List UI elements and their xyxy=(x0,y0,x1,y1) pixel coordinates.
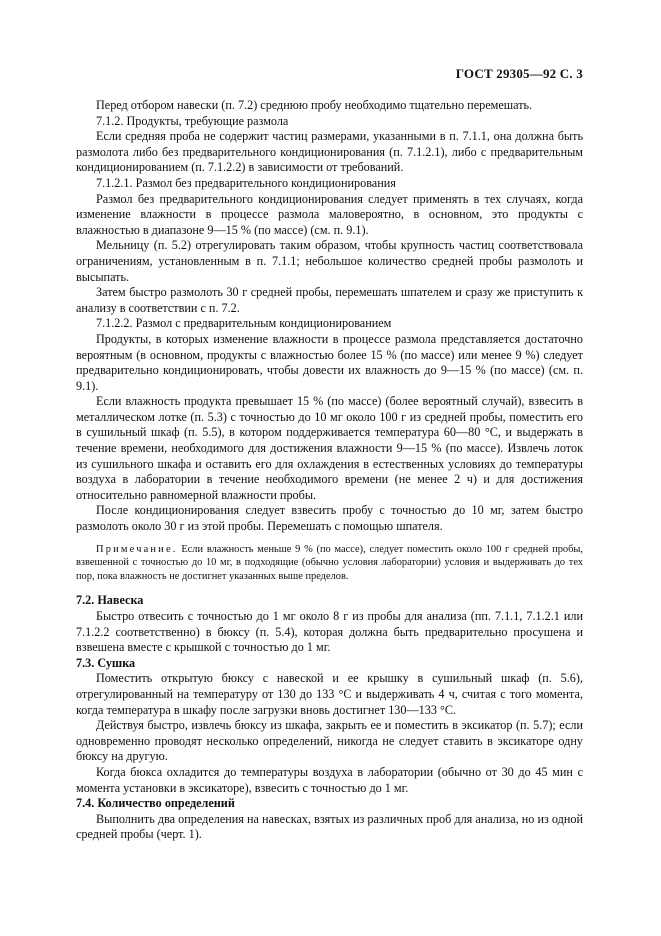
paragraph: Действуя быстро, извлечь бюксу из шкафа, закрыть ее и поместить в эксикатор (п. 5.7); если одновременно проводят несколько определений, никогда не следует ставить в эксикаторе одну бюксу на другую. xyxy=(76,718,583,764)
subsection-heading: 7.1.2. Продукты, требующие размола xyxy=(96,113,289,128)
paragraph: После кондиционирования следует взвесить пробу с точностью до 10 мг, затем быстро размолоть около 30 г из этой пробы. Перемешать с помощью шпателя. xyxy=(76,503,583,534)
document-body xyxy=(76,98,583,843)
note-label: Примечание. xyxy=(96,543,178,555)
paragraph: Если влажность продукта превышает 15 % (по массе) (более вероятный случай), взвесить в металлическом лотке (п. 5.3) с точностью до 10 мг около 100 г из средней пробы, поместить его в сушильный шкаф (п. 5.5), в котором поддерживается температура 60—80 °С, и выдержать в течение времени, необходимого для достижения влажности 9—15 % (по массе). Извлечь лоток из сушильного шкафа и оставить его для охлаждения в естественных условиях до температуры воздуха в лаборатории в течение необходимого времени (не менее 2 ч) и для достижения относительно равномерной влажности пробы. xyxy=(76,394,583,502)
paragraph: Продукты, в которых изменение влажности в процессе размола представляется достаточно вероятным (в основном, продукты с влажностью более 15 % (по массе) или менее 9 %) следует предварительно кондиционировать, чтобы довести их влажность до 9—15 % (по массе) (см. п. 9.1). xyxy=(76,331,583,393)
page-header: ГОСТ 29305—92 С. 3 xyxy=(455,66,583,81)
paragraph: Когда бюкса охладится до температуры воздуха в лаборатории (обычно от 30 до 45 мин с момента установки в эксикаторе), взвесить с точностью до 1 мг. xyxy=(76,764,583,795)
subsection-heading: 7.1.2.2. Размол с предварительным кондиционированием xyxy=(96,316,392,331)
section-heading-7-3: 7.3. Сушка xyxy=(76,655,136,670)
note-text: Если влажность меньше 9 % (по массе), следует поместить около 100 г средней пробы, взвешенной с точностью до 10 мг, в подходящие (обычно условия лаборатории) условия и выдерживать до тех пор, пока влажность не достигнет указанных выше пределов. xyxy=(76,543,583,582)
note xyxy=(76,543,583,584)
section-heading-7-2: 7.2. Навеска xyxy=(76,593,144,608)
paragraph: Быстро отвесить с точностью до 1 мг около 8 г из пробы для анализа (пп. 7.1.1, 7.1.2.1 или 7.1.2.2 соответственно) в бюксу (п. 5.4), которая должна быть предварительно просушена и взвешена вместе с крышкой с точностью до 1 мг. xyxy=(76,609,583,655)
paragraph: Если средняя проба не содержит частиц размерами, указанными в п. 7.1.1, она должна быть размолота либо без предварительного кондиционирования (п. 7.1.2.1), либо с предварительным кондиционированием (п. 7.1.2.2) в зависимости от требований. xyxy=(76,129,583,175)
paragraph: Мельницу (п. 5.2) отрегулировать таким образом, чтобы крупность частиц соответствовала ограничениям, установленным в п. 7.1.1; небольшое количество средней пробы размолоть и выcыпать. xyxy=(76,238,583,284)
paragraph: Перед отбором навески (п. 7.2) среднюю пробу необходимо тщательно перемешать. xyxy=(96,98,533,112)
paragraph: Размол без предварительного кондиционирования следует применять в тех случаях, когда изменение влажности в процессе размола маловероятно, в основном, это продукты с влажностью в диапазоне 9—15 % (по массе) (см. п. 9.1). xyxy=(76,191,583,237)
subsection-heading: 7.1.2.1. Размол без предварительного кондиционирования xyxy=(96,175,396,190)
paragraph: Затем быстро размолоть 30 г средней пробы, перемешать шпателем и сразу же приступить к анализу в соответствии с п. 7.2. xyxy=(76,285,583,315)
section-heading-7-4: 7.4. Количество определений xyxy=(76,796,235,811)
paragraph: Выполнить два определения на навесках, взятых из различных проб для анализа, но из одной средней пробы (черт. 1). xyxy=(76,811,583,842)
paragraph: Поместить открытую бюксу с навеской и ее крышку в сушильный шкаф (п. 5.6), отрегулированный на температуру от 130 до 133 °С и выдерживать 4 ч, считая с того момента, когда температура в шкафу после загрузки вновь достигнет 130—133 °С. xyxy=(76,671,583,717)
